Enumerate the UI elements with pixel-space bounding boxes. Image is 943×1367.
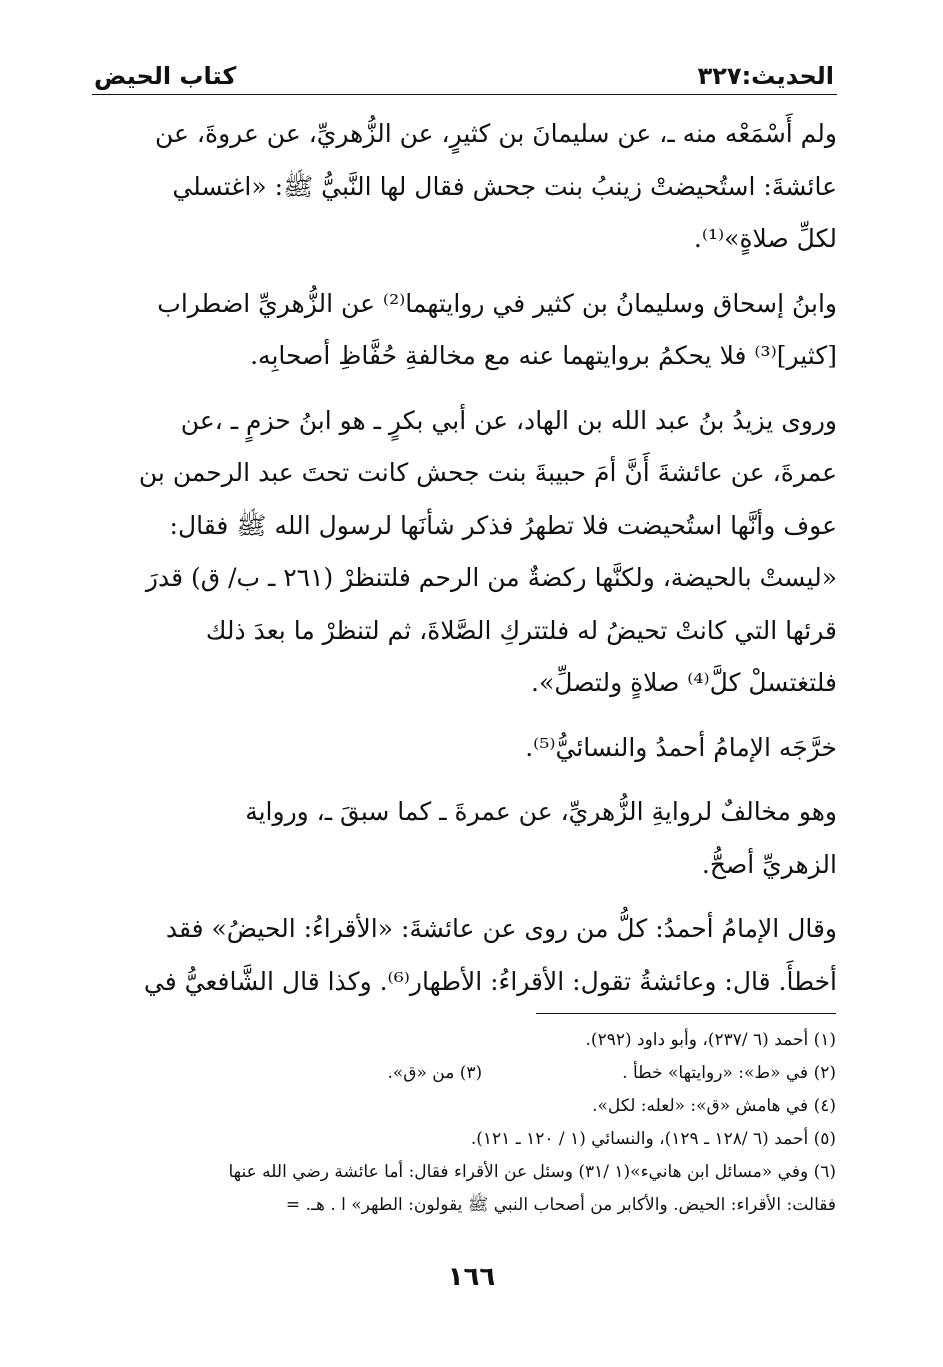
footnote-2: (٢) في «ط»: «روايتها» خطأ . (622, 1063, 836, 1083)
text-line: قرئها التي كانتْ تحيضُ له فلتتركِ الصَّلاةَ، ثم لتنظرْ ما بعدَ ذلك (205, 615, 837, 645)
footnote (84, 1024, 836, 1057)
text-line: وروى يزيدُ بنُ عبد الله بن الهاد، عن أبي بكرٍ ـ هو ابنُ حزمٍ ـ ،عن (180, 405, 837, 435)
footnote (84, 1090, 836, 1123)
footnote-5: (٥) أحمد (٦ /١٢٨ ـ ١٢٩)، والنسائي (١ / ١٢٠ ـ ١٢١). (470, 1129, 836, 1149)
header-divider (92, 94, 837, 95)
text-line: [كثير]⁽³⁾ فلا يحكمُ بروايتهما عنه مع مخالفةِ حُفَّاظِ أصحابِه. (250, 341, 837, 370)
text-line: «ليستْ بالحيضة، ولكنَّها ركضةٌ من الرحم فلتنظرْ (٢٦١ ـ ب/ ق) قدرَ (145, 563, 837, 592)
text-line: وابنُ إسحاق وسليمانُ بن كثير في روايتهما⁽²⁾ عن الزُّهريِّ اضطراب (157, 288, 837, 318)
paragraph (92, 278, 837, 383)
paragraph (92, 395, 837, 710)
text-line: وقال الإمامُ أحمدُ: كلُّ من روى عن عائشةَ: «الأقراءُ: الحيضُ» فقد (165, 914, 837, 943)
text-line: فلتغتسلْ كلَّ⁽⁴⁾ صلاةٍ ولتصلِّ». (531, 668, 837, 697)
footnote-6: (٦) وفي «مسائل ابن هانيء»(١ /٣١) وسئل عن الأقراء فقال: أما عائشة رضي الله عنها (228, 1162, 836, 1182)
page-number: ١٦٦ (447, 1262, 496, 1292)
text-line: الزهريِّ أصحُّ. (701, 849, 837, 879)
text-line: وهو مخالفٌ لروايةِ الزُّهريِّ، عن عمرةَ ـ كما سبقَ ـ، ورواية (245, 797, 837, 826)
text-line: لكلِّ صلاةٍ»⁽¹⁾. (693, 224, 837, 253)
footnote (84, 1057, 836, 1090)
paragraph (92, 786, 837, 891)
footnote-4: (٤) في هامش «ق»: «لعله: لكل». (592, 1096, 836, 1116)
hadith-number: الحديث:٣٢٧ (697, 62, 834, 90)
text-line: ولم أَسْمَعْه منه ـ، عن سليمانَ بن كثيرٍ، عن الزُّهريِّ، عن عروةَ، عن (155, 119, 837, 148)
footnote (84, 1156, 836, 1189)
chapter-title: كتاب الحيض (94, 62, 237, 90)
text-line: عائشةَ: استُحيضتْ زينبُ بنت جحش فقال لها النَّبيُّ ﷺ: «اغتسلي (172, 171, 837, 201)
running-header (94, 54, 834, 90)
paragraph (92, 903, 837, 1008)
footnote-6-continuation: فقالت: الأقراء: الحيض. والأكابر من أصحاب النبي ﷺ يقولون: الطهر» ا . هـ. = (285, 1195, 836, 1215)
text-line: أخطأَ. قال: وعائشةُ تقول: الأقراءُ: الأطهار⁽⁶⁾. وكذا قال الشَّافعيُّ في (143, 966, 837, 996)
text-line: عمرةَ، عن عائشةَ أَنَّ أمَ حبيبةَ بنت جحش كانت تحتَ عبد الرحمن بن (138, 458, 837, 487)
paragraph (92, 722, 837, 775)
text-line: عوف وأنَّها استُحيضت فلا تطهرُ فذكر شأنَها لرسول الله ﷺ فقال: (169, 510, 837, 540)
footnote-divider (536, 1013, 836, 1014)
footnote-3: (٣) من «ق». (387, 1063, 483, 1083)
text-line: خرَّجَه الإمامُ أحمدُ والنسائيُّ⁽⁵⁾. (525, 732, 837, 762)
footnote (84, 1123, 836, 1156)
main-text (92, 108, 837, 1020)
paragraph (92, 108, 837, 266)
footnotes (84, 1024, 836, 1222)
footnote-1: (١) أحمد (٦ /٢٣٧)، وأبو داود (٢٩٢). (585, 1030, 836, 1050)
